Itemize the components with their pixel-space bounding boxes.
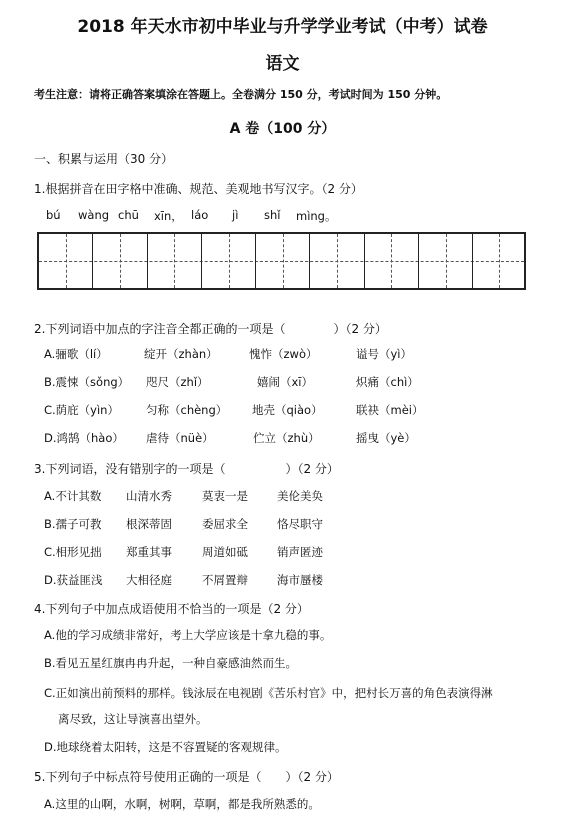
q3-option-b-2: 根深蒂固 <box>126 517 172 531</box>
exam-title: 2018 年天水市初中毕业与升学学业考试（中考）试卷 <box>77 17 488 37</box>
q2-option-c-1: C.荫庇（yìn） <box>44 403 119 417</box>
grid-cell[interactable] <box>365 234 419 288</box>
pinyin-2: wàng <box>78 208 110 222</box>
q2-option-d-1: D.鸿鹄（hào） <box>44 431 124 445</box>
tianzige-grid[interactable] <box>37 232 526 290</box>
q2-option-c-4: 联袂（mèi） <box>356 403 424 417</box>
volume-title: A 卷（100 分） <box>229 121 336 137</box>
q3-option-c-4: 销声匿迹 <box>277 545 323 559</box>
q4-option-b: B.看见五星红旗冉冉升起，一种自豪感油然而生。 <box>44 656 298 670</box>
q3-option-d-2: 大相径庭 <box>126 573 172 587</box>
question-4-stem: 4.下列句子中加点成语使用不恰当的一项是（2 分） <box>34 602 309 616</box>
grid-cell[interactable] <box>93 234 147 288</box>
section-title: 一、积累与运用（30 分） <box>34 152 174 166</box>
grid-cell[interactable] <box>473 234 524 288</box>
q4-option-c-line1: C.正如演出前预料的那样。钱泳辰在电视剧《苦乐村官》中，把村长万喜的角色表演得淋 <box>44 686 493 700</box>
q3-option-c-1: C.相形见拙 <box>44 545 102 559</box>
q2-option-c-3: 地壳（qiào） <box>252 403 323 417</box>
grid-cell[interactable] <box>202 234 256 288</box>
pinyin-1: bú <box>46 208 61 222</box>
q2-option-b-4: 炽痛（chì） <box>356 375 419 389</box>
q2-option-a-3: 愧怍（zwò） <box>249 347 318 361</box>
grid-cell[interactable] <box>39 234 93 288</box>
q2-option-d-3: 伫立（zhù） <box>253 431 320 445</box>
pinyin-3: chū <box>118 208 139 222</box>
q3-option-b-1: B.孺子可教 <box>44 517 102 531</box>
q3-option-a-3: 莫衷一是 <box>202 489 248 503</box>
subject-title: 语文 <box>265 54 300 74</box>
q2-option-c-2: 匀称（chèng） <box>146 403 228 417</box>
q4-option-d: D.地球绕着太阳转，这是不容置疑的客观规律。 <box>44 740 287 754</box>
pinyin-4: xīn， <box>154 209 183 223</box>
question-2-stem: 2.下列词语中加点的字注音全都正确的一项是（ ）（2 分） <box>34 322 387 336</box>
grid-cell[interactable] <box>419 234 473 288</box>
q3-option-a-1: A.不计其数 <box>44 489 102 503</box>
exam-notice: 考生注意：请将正确答案填涂在答题上。全卷满分 150 分，考试时间为 150 分钟。 <box>34 88 448 101</box>
q3-option-c-3: 周道如砥 <box>202 545 248 559</box>
pinyin-5: láo <box>191 208 209 222</box>
question-3-stem: 3.下列词语，没有错别字的一项是（ ）（2 分） <box>34 462 339 476</box>
question-5-stem: 5.下列句子中标点符号使用正确的一项是（ ）（2 分） <box>34 770 339 784</box>
q3-option-b-4: 恪尽职守 <box>277 517 323 531</box>
grid-cell[interactable] <box>256 234 310 288</box>
q2-option-d-2: 虐待（nüè） <box>146 431 214 445</box>
q2-option-d-4: 摇曳（yè） <box>356 431 416 445</box>
q3-option-a-2: 山清水秀 <box>126 489 172 503</box>
q4-option-a: A.他的学习成绩非常好，考上大学应该是十拿九稳的事。 <box>44 628 332 642</box>
pinyin-7: shǐ <box>264 208 281 222</box>
grid-cell[interactable] <box>311 234 365 288</box>
q3-option-a-4: 美伦美奂 <box>277 489 323 503</box>
q2-option-b-1: B.震悚（sǒng） <box>44 375 130 389</box>
q5-option-a: A.这里的山啊，水啊，树啊，草啊，都是我所熟悉的。 <box>44 797 320 811</box>
q4-option-c-line2: 离尽致，这让导演喜出望外。 <box>58 712 208 726</box>
question-1-stem: 1.根据拼音在田字格中准确、规范、美观地书写汉字。（2 分） <box>34 182 363 196</box>
q2-option-b-3: 嬉闹（xī） <box>257 375 314 389</box>
q3-option-d-3: 不屑置辩 <box>202 573 248 587</box>
q3-option-d-4: 海市蜃楼 <box>277 573 323 587</box>
q3-option-d-1: D.获益匪浅 <box>44 573 103 587</box>
q2-option-a-4: 谥号（yì） <box>356 347 413 361</box>
q2-option-a-1: A.骊歌（lí） <box>44 347 108 361</box>
q2-option-a-2: 绽开（zhàn） <box>144 347 218 361</box>
grid-cell[interactable] <box>148 234 202 288</box>
q3-option-c-2: 郑重其事 <box>126 545 172 559</box>
pinyin-8: mìng。 <box>296 209 337 223</box>
pinyin-6: jì <box>232 208 239 222</box>
q2-option-b-2: 咫尺（zhǐ） <box>146 375 209 389</box>
q3-option-b-3: 委屈求全 <box>202 517 248 531</box>
